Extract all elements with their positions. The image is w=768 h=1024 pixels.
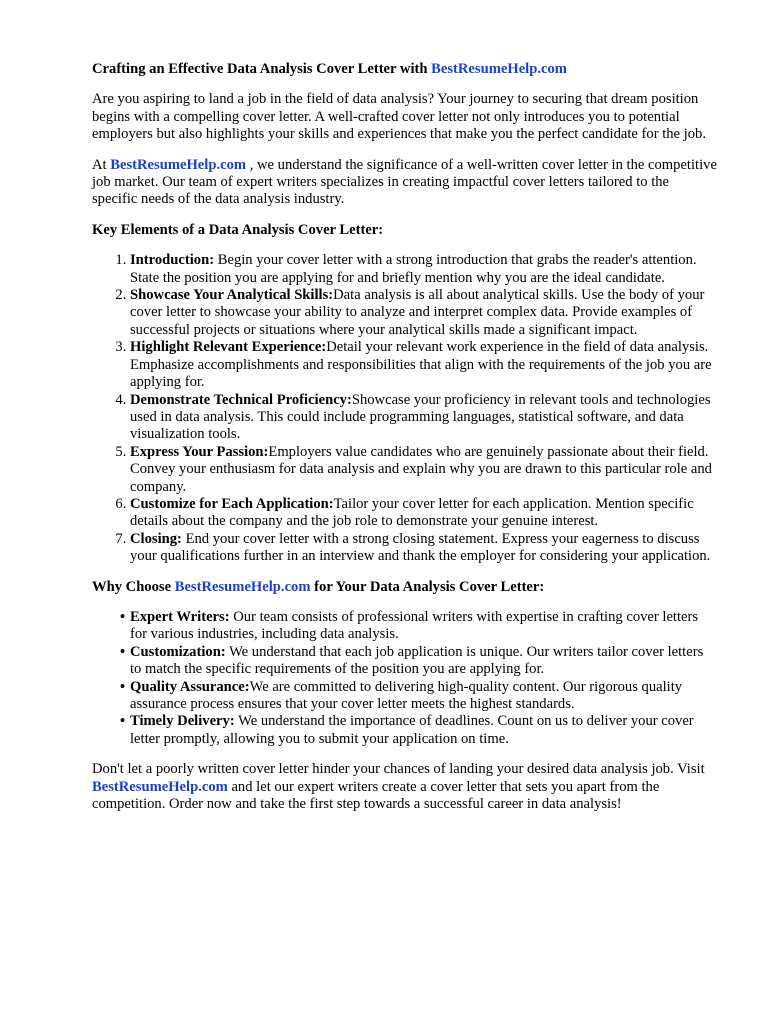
closing-prefix: Visit (677, 761, 705, 778)
bullet-icon: • (120, 678, 126, 695)
bullet-icon: • (120, 643, 126, 660)
intro-paragraph: Are you aspiring to land a job in the field of data analysis? Your journey to securing that dream position begins with a compelling cover letter. A well-crafted cover letter not only introduces you to potential employers but also highlights your skills and experiences that make you the perfect candidate for the job. (92, 91, 706, 143)
list-item (130, 339, 718, 391)
title-link[interactable]: BestResumeHelp.com (431, 61, 567, 77)
closing-suffix: and let our expert writers create a cover letter that sets you apart from the competition. Order now and take the first step towards a successful career in data analysis! (92, 778, 660, 813)
item-label: Express Your Passion: (130, 443, 269, 460)
item-text: Data analysis is all about analytical skills. Use the body of your cover letter to showcase your ability to analyze and interpret complex data. Provide examples of successful projects or situations where your analytical skills made a significant impact. (130, 287, 705, 338)
item-label: Quality Assurance: (130, 678, 250, 695)
why-suffix: for Your Data Analysis Cover Letter: (314, 578, 545, 595)
item-label: Customize for Each Application: (130, 495, 334, 512)
list-item (120, 608, 718, 644)
item-text: We are committed to delivering high-quality content. Our rigorous quality assurance process ensures that your cover letter meets the highest standards. (130, 678, 683, 712)
item-text: Begin your cover letter with a strong introduction that grabs the reader's attention. State the position you are applying for and briefly mention why you are the ideal candidate. (130, 252, 697, 286)
why-choose-list (92, 609, 718, 748)
about-prefix: At (92, 156, 107, 173)
list-item (130, 444, 718, 496)
item-text: Detail your relevant work experience in the field of data analysis. Emphasize accomplishments and responsibilities that align with the requirements of the job you are applying for. (130, 339, 712, 391)
list-item (130, 531, 718, 566)
list-item (120, 678, 718, 714)
item-text: We understand the importance of deadlines. Count on us to deliver your cover letter promptly, allowing you to submit your application on time. (130, 713, 694, 747)
why-choose-heading (92, 579, 718, 596)
list-item (120, 643, 718, 679)
item-text: Employers value candidates who are genuinely passionate about their field. Convey your enthusiasm for data analysis and explain why you are drawn to this particular role and company. (130, 443, 712, 495)
list-item (120, 713, 718, 748)
item-text: Tailor your cover letter for each application. Mention specific details about the company and the job role to demonstrate your genuine interest. (130, 495, 694, 530)
item-text: We understand that each job application is unique. Our writers tailor cover letters to match the specific requirements of the position you are applying for. (130, 643, 704, 678)
item-label: Highlight Relevant Experience: (130, 339, 327, 356)
item-label: Showcase Your Analytical Skills: (130, 287, 334, 304)
closing-link[interactable]: BestResumeHelp.com (92, 778, 228, 795)
bullet-icon: • (120, 713, 126, 730)
why-prefix: Why Choose (92, 578, 172, 595)
bullet-icon: • (120, 608, 126, 625)
closing-paragraph (92, 761, 718, 813)
item-label: Timely Delivery: (130, 713, 235, 730)
page-title (92, 61, 718, 78)
item-label: Customization: (130, 643, 226, 660)
list-item (130, 287, 718, 339)
list-item (130, 252, 718, 287)
closing-line1: Don't let a poorly written cover letter hinder your chances of landing your desired data analysis job. (92, 761, 674, 778)
list-item (130, 496, 718, 531)
item-text: End your cover letter with a strong closing statement. Express your eagerness to discuss your qualifications further in an interview and thank the employer for considering your application. (130, 530, 711, 565)
key-elements-heading: Key Elements of a Data Analysis Cover Letter: (92, 221, 384, 238)
item-text: Our team consists of professional writers with expertise in crafting cover letters for various industries, including data analysis. (130, 608, 699, 643)
why-link[interactable]: BestResumeHelp.com (174, 578, 311, 595)
about-paragraph (92, 157, 718, 209)
about-link[interactable]: BestResumeHelp.com (110, 156, 247, 173)
item-label: Introduction: (130, 252, 215, 269)
key-elements-list (92, 252, 718, 565)
list-item (130, 392, 718, 444)
title-text: Crafting an Effective Data Analysis Cover Letter with (92, 61, 428, 77)
about-suffix: , we understand the significance of a well-written cover letter in the competitive job market. Our team of expert writers specializes in creating impactful cover letters tailored to the specific needs of the data analysis industry. (92, 156, 717, 208)
item-text: Showcase your proficiency in relevant tools and technologies used in data analysis. This could include programming languages, statistical software, and data visualization tools. (130, 391, 711, 443)
item-label: Closing: (130, 530, 182, 547)
item-label: Expert Writers: (130, 608, 230, 625)
item-label: Demonstrate Technical Proficiency: (130, 391, 352, 408)
